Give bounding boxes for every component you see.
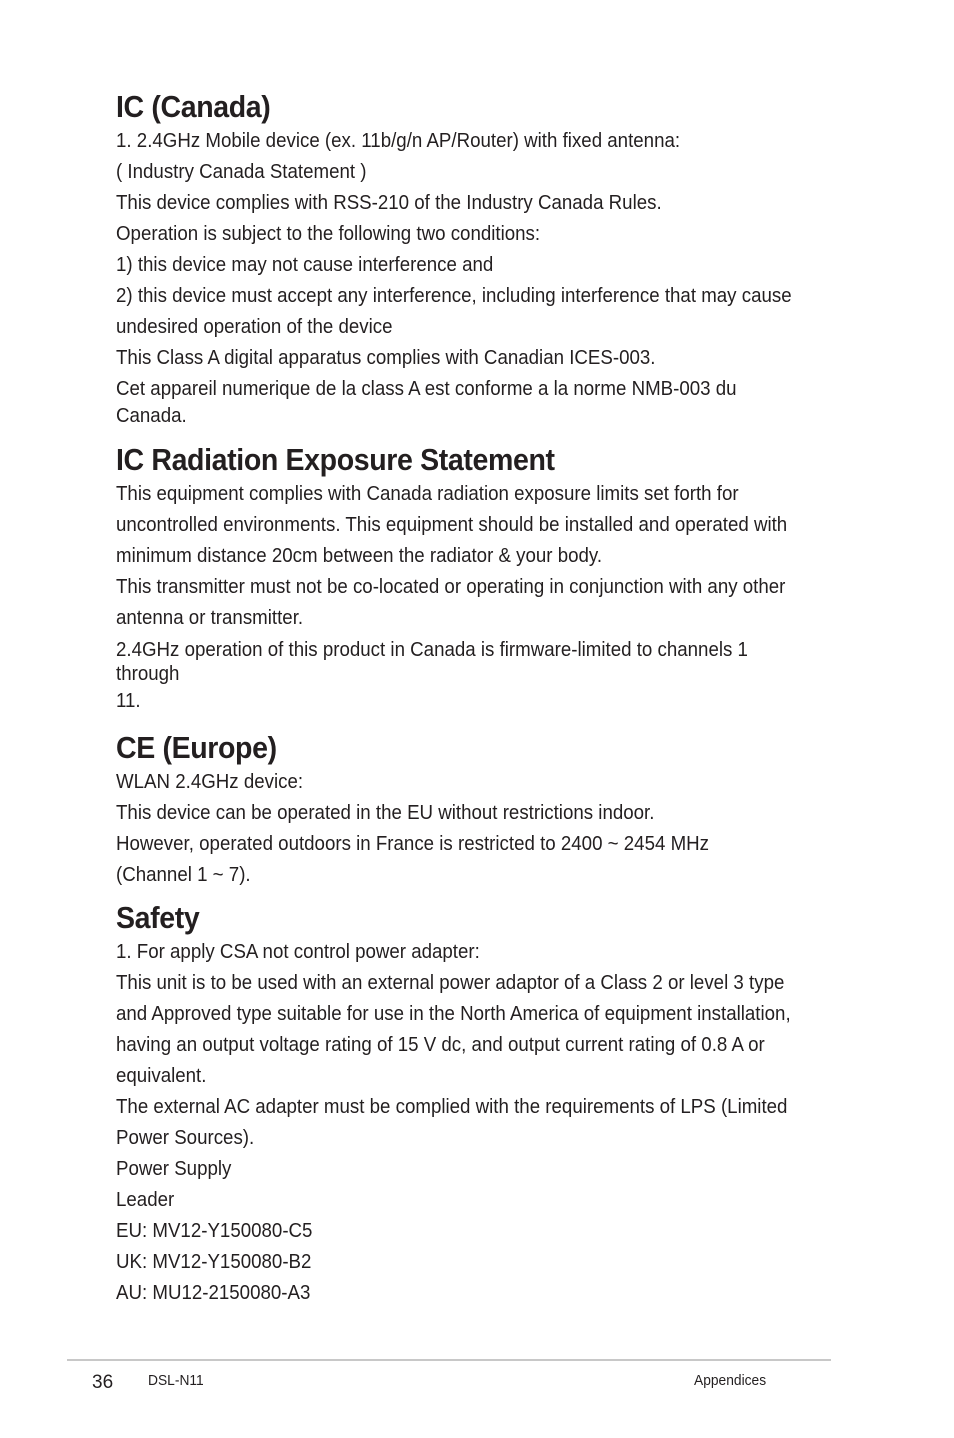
safety-line-2: This unit is to be used with an external power adaptor of a Class 2 or level 3 type (116, 972, 785, 994)
ic-canada-line-5: 1) this device may not cause interference and (116, 254, 494, 276)
ic-canada-line-7: undesired operation of the device (116, 316, 393, 338)
ic-canada-line-10: Canada. (116, 405, 187, 427)
ic-canada-line-6: 2) this device must accept any interference, including interference that may cause (116, 285, 792, 307)
ic-radiation-line-5: antenna or transmitter. (116, 607, 304, 629)
safety-line-4: having an output voltage rating of 15 V dc, and output current rating of 0.8 A or (116, 1034, 765, 1056)
ic-radiation-line-7: through (116, 663, 180, 685)
section-title-ce-europe: CE (Europe) (116, 730, 277, 765)
section-ic-canada (116, 88, 836, 431)
document-page (116, 88, 836, 1309)
ic-canada-line-1: 1. 2.4GHz Mobile device (ex. 11b/g/n AP/Router) with fixed antenna: (116, 130, 681, 152)
ic-canada-line-3: This device complies with RSS-210 of the Industry Canada Rules. (116, 192, 662, 214)
ic-radiation-line-6: 2.4GHz operation of this product in Canada is firmware-limited to channels 1 (116, 639, 748, 661)
ce-europe-line-2: This device can be operated in the EU without restrictions indoor. (116, 802, 655, 824)
safety-line-1: 1. For apply CSA not control power adapter: (116, 941, 480, 963)
section-title-ic-radiation: IC Radiation Exposure Statement (116, 442, 555, 477)
section-title-safety: Safety (116, 900, 200, 935)
ic-radiation-line-8: 11. (116, 690, 141, 712)
ic-canada-line-8: This Class A digital apparatus complies with Canadian ICES-003. (116, 347, 656, 369)
footer-chapter-name: Appendices (694, 1372, 767, 1389)
ic-radiation-line-1: This equipment complies with Canada radiation exposure limits set forth for (116, 483, 739, 505)
ic-canada-line-9: Cet appareil numerique de la class A est conforme a la norme NMB-003 du (116, 378, 737, 400)
footer-divider (67, 1359, 831, 1361)
ce-europe-line-3: However, operated outdoors in France is restricted to 2400 ~ 2454 MHz (116, 833, 710, 855)
safety-line-5: equivalent. (116, 1065, 207, 1087)
footer-product-name: DSL-N11 (148, 1372, 204, 1389)
section-title-ic-canada: IC (Canada) (116, 89, 271, 124)
ic-radiation-line-4: This transmitter must not be co-located or operating in conjunction with any other (116, 576, 786, 598)
safety-line-10: EU: MV12-Y150080-C5 (116, 1220, 313, 1242)
safety-line-3: and Approved type suitable for use in the North America of equipment installation, (116, 1003, 791, 1025)
ce-europe-line-1: WLAN 2.4GHz device: (116, 771, 304, 793)
section-ce-europe (116, 729, 836, 891)
safety-line-8: Power Supply (116, 1158, 232, 1180)
page-number: 36 (92, 1372, 114, 1393)
safety-line-7: Power Sources). (116, 1127, 255, 1149)
section-safety (116, 899, 836, 1309)
safety-line-11: UK: MV12-Y150080-B2 (116, 1251, 312, 1273)
section-ic-radiation (116, 441, 836, 717)
ce-europe-line-4: (Channel 1 ~ 7). (116, 864, 251, 886)
ic-canada-line-4: Operation is subject to the following two conditions: (116, 223, 541, 245)
ic-canada-line-2: ( Industry Canada Statement ) (116, 161, 367, 183)
safety-line-12: AU: MU12-2150080-A3 (116, 1282, 311, 1304)
safety-line-6: The external AC adapter must be complied with the requirements of LPS (Limited (116, 1096, 788, 1118)
ic-radiation-line-2: uncontrolled environments. This equipment should be installed and operated with (116, 514, 788, 536)
ic-radiation-line-3: minimum distance 20cm between the radiator & your body. (116, 545, 603, 567)
safety-line-9: Leader (116, 1189, 175, 1211)
